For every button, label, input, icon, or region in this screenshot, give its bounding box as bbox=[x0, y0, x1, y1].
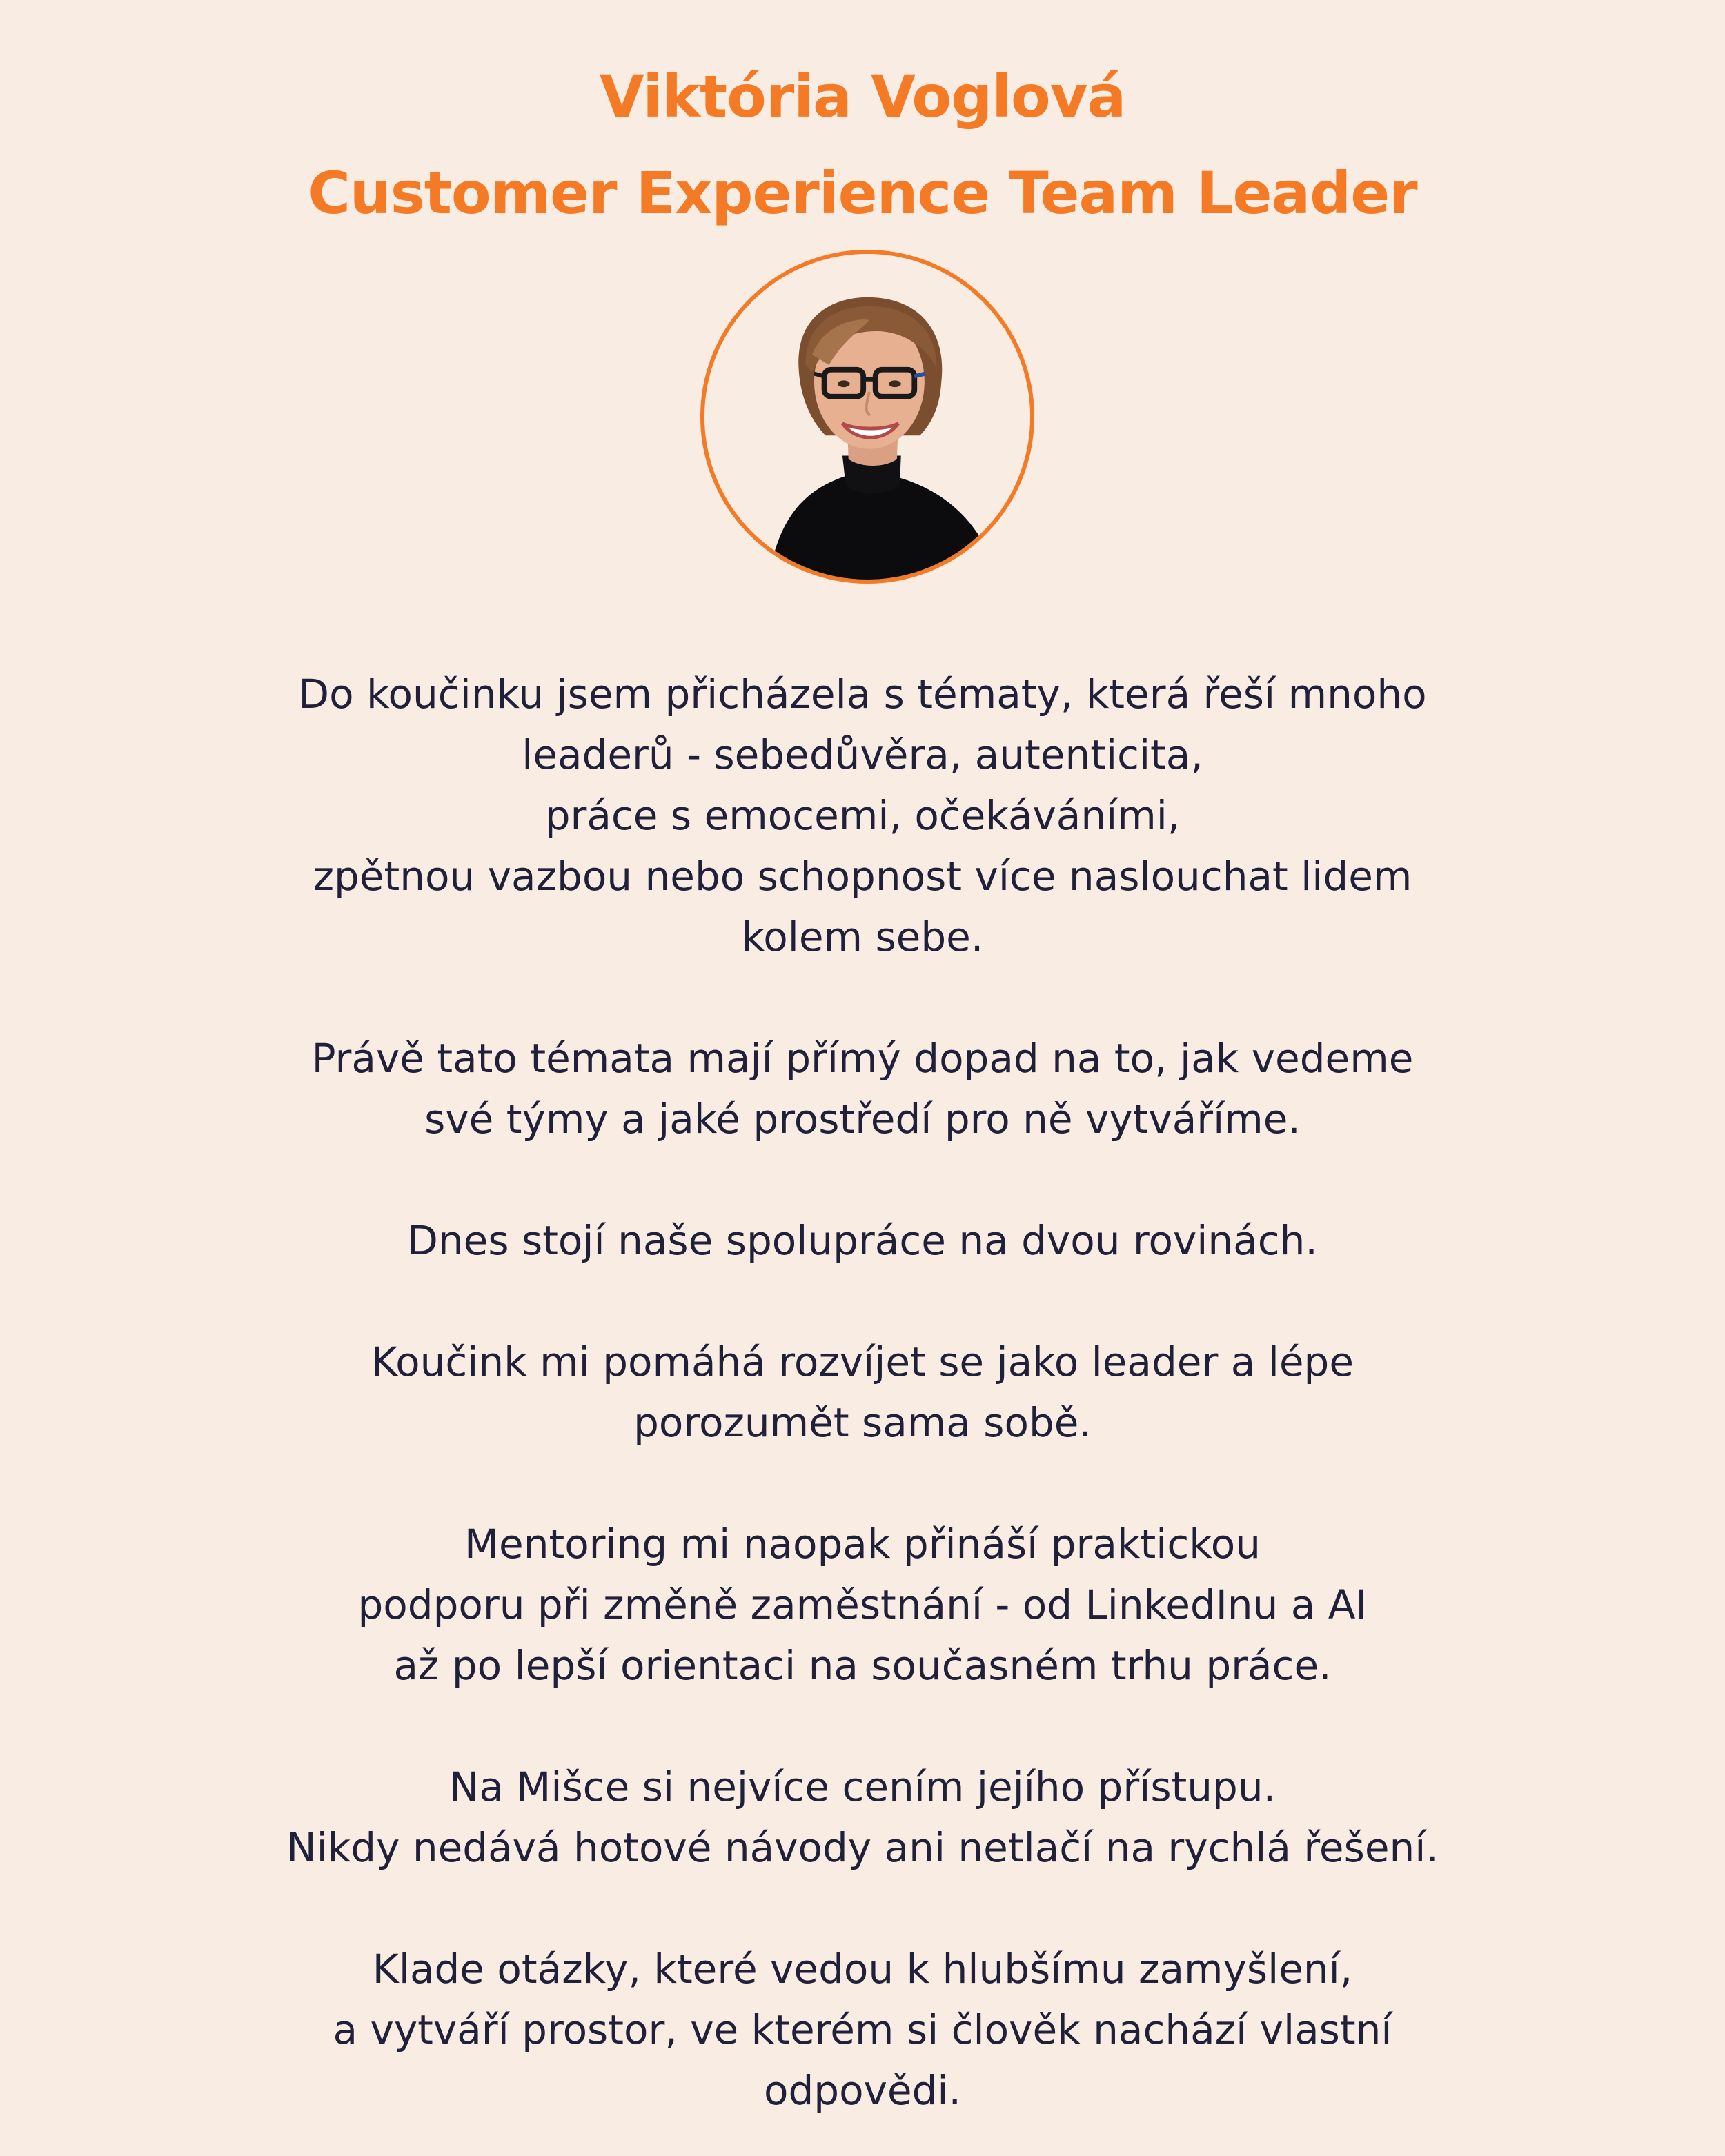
text-line: Klade otázky, které vedou k hlubšímu zamyšlení, bbox=[372, 1946, 1353, 1992]
text-line: své týmy a jaké prostředí pro ně vytváříme. bbox=[424, 1096, 1301, 1143]
text-line: podporu při změně zaměstnání - od LinkedInu a AI bbox=[357, 1581, 1368, 1628]
person-portrait-icon bbox=[704, 254, 1030, 580]
text-line: až po lepší orientaci na současném trhu práce. bbox=[393, 1642, 1332, 1689]
text-line: leaderů - sebedůvěra, autenticita, bbox=[522, 731, 1203, 778]
testimonial-paragraph bbox=[172, 1332, 1552, 1453]
person-role: Customer Experience Team Leader bbox=[308, 159, 1417, 227]
text-line: Do koučinku jsem přicházela s tématy, která řeší mnoho bbox=[298, 671, 1427, 718]
text-line: odpovědi. bbox=[764, 2067, 961, 2114]
text-line: a vytváří prostor, ve kterém si člověk nachází vlastní bbox=[333, 2006, 1392, 2053]
text-line: porozumět sama sobě. bbox=[633, 1399, 1092, 1446]
text-line: Mentoring mi naopak přináší praktickou bbox=[464, 1521, 1261, 1567]
avatar bbox=[700, 250, 1034, 584]
testimonial-paragraph bbox=[172, 1939, 1552, 2121]
text-line: Nikdy nedává hotové návody ani netlačí na rychlá řešení. bbox=[286, 1824, 1439, 1871]
text-line: zpětnou vazbou nebo schopnost více naslouchat lidem bbox=[313, 853, 1412, 900]
testimonial-paragraph bbox=[172, 1028, 1552, 1149]
text-line: práce s emocemi, očekáváními, bbox=[544, 792, 1181, 839]
text-line: kolem sebe. bbox=[741, 913, 984, 960]
text-line: Koučink mi pomáhá rozvíjet se jako leader a lépe bbox=[371, 1338, 1354, 1385]
text-line: Dnes stojí naše spolupráce na dvou rovinách. bbox=[407, 1217, 1318, 1264]
text-line: Na Mišce si nejvíce cením jejího přístupu. bbox=[448, 1763, 1276, 1810]
testimonial-text bbox=[172, 664, 1552, 2121]
text-line: Právě tato témata mají přímý dopad na to, jak vedeme bbox=[311, 1035, 1414, 1082]
testimonial-paragraph bbox=[172, 1514, 1552, 1696]
testimonial-paragraph bbox=[172, 664, 1552, 967]
testimonial-paragraph bbox=[172, 1210, 1552, 1271]
testimonial-paragraph bbox=[172, 1757, 1552, 1878]
testimonial-header bbox=[0, 48, 1725, 241]
person-name: Viktória Voglová bbox=[599, 63, 1126, 130]
